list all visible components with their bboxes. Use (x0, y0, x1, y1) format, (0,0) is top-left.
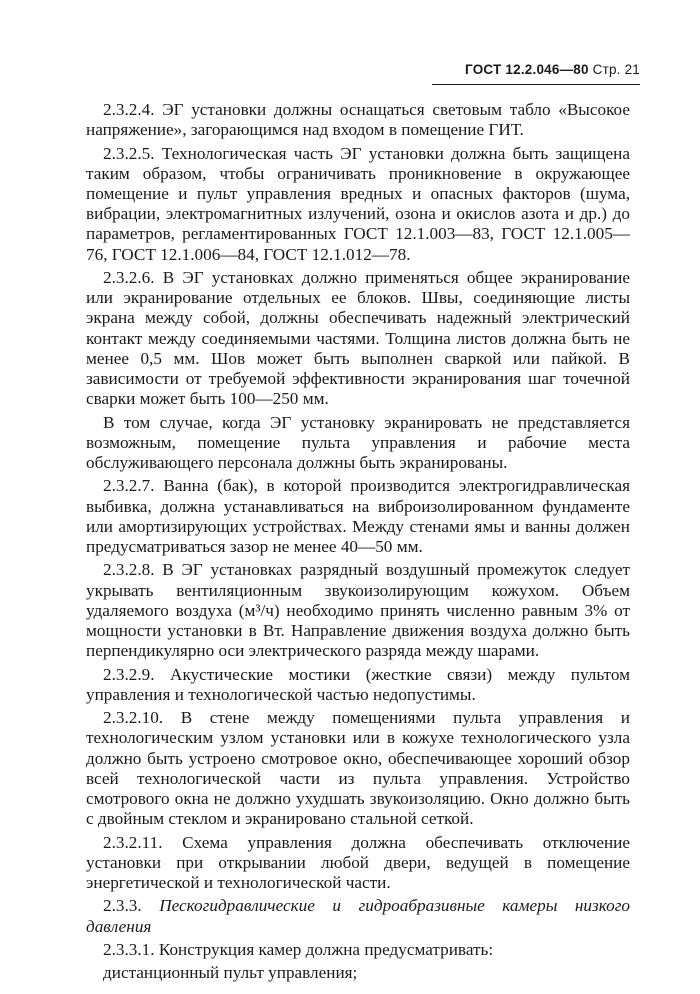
running-header (425, 62, 640, 77)
list-item-remote-control: дистанционный пульт управления; (103, 963, 358, 983)
section-number: 2.3.3. (103, 896, 142, 916)
paragraph-2-3-2-7: 2.3.2.7. Ванна (бак), в которой производится электрогидравлическая выбивка, должна устанавливаться на виброизолированном фундаменте или амортизирующих устройствах. Между стенами ямы и ванны должен предусматриваться зазор не менее 40—50 мм. (86, 476, 630, 557)
section-heading-2-3-3 (86, 896, 630, 936)
document-body (86, 100, 630, 984)
paragraph-2-3-3-1: 2.3.3.1. Конструкция камер должна предусматривать: (103, 940, 494, 959)
paragraph-2-3-2-8: 2.3.2.8. В ЭГ установках разрядный воздушный промежуток следует укрывать вентиляционным звукоизолирующим кожухом. Объем удаляемого воздуха (м³/ч) необходимо принять численно равным 3% от мощности установки в Вт. Направление движения воздуха должно быть перпендикулярно оси электрического разряда между шарами. (86, 560, 630, 661)
header-rule (432, 84, 640, 85)
paragraph-2-3-2-11: 2.3.2.11. Схема управления должна обеспечивать отключение установки при открывании любой двери, ведущей в помещение энергетической и технологической части. (86, 832, 630, 893)
paragraph-2-3-2-10: 2.3.2.10. В стене между помещениями пульта управления и технологическим узлом установки или в кожухе технологического узла должно быть устроено смотровое окно, обеспечивающее хороший обзор всей технологической части из пульта управления. Устройство смотрового окна не должно ухудшать звукоизоляцию. Окно должно быть с двойным стеклом и экранировано стальной сеткой. (86, 708, 630, 829)
standard-number: ГОСТ 12.2.046—80 (465, 62, 589, 77)
paragraph-2-3-2-6-continued: В том случае, когда ЭГ установку экранировать не представляется возможным, помещение пульта управления и рабочие места обслуживающего персонала должны быть экранированы. (86, 412, 630, 473)
paragraph-2-3-2-6: 2.3.2.6. В ЭГ установках должно применяться общее экранирование или экранирование отдельных ее блоков. Швы, соединяющие листы экрана между собой, должны обеспечивать надежный электрический контакт между соединяемыми частями. Толщина листов должна быть не менее 0,5 мм. Шов может быть выполнен сваркой или пайкой. В зависимости от требуемой эффективности экранирования шаг точечной сварки может быть 100—250 мм. (86, 268, 630, 409)
paragraph-2-3-2-9: 2.3.2.9. Акустические мостики (жесткие связи) между пультом управления и технологической частью недопустимы. (86, 664, 630, 704)
section-title: Пескогидравлические и гидроабразивные камеры низкого давления (86, 896, 630, 936)
paragraph-2-3-2-5: 2.3.2.5. Технологическая часть ЭГ установки должна быть защищена таким образом, чтобы ограничивать проникновение в окружающее помещение и пульт управления вредных и опасных факторов (шума, вибрации, электромагнитных излучений, озона и окислов азота и др.) до параметров, регламентированных ГОСТ 12.1.003—83, ГОСТ 12.1.005—76, ГОСТ 12.1.006—84, ГОСТ 12.1.012—78. (86, 143, 630, 264)
page-number: Стр. 21 (592, 62, 640, 77)
paragraph-2-3-2-4: 2.3.2.4. ЭГ установки должны оснащаться световым табло «Высокое напряжение», загорающимся над входом в помещение ГИТ. (86, 100, 630, 140)
